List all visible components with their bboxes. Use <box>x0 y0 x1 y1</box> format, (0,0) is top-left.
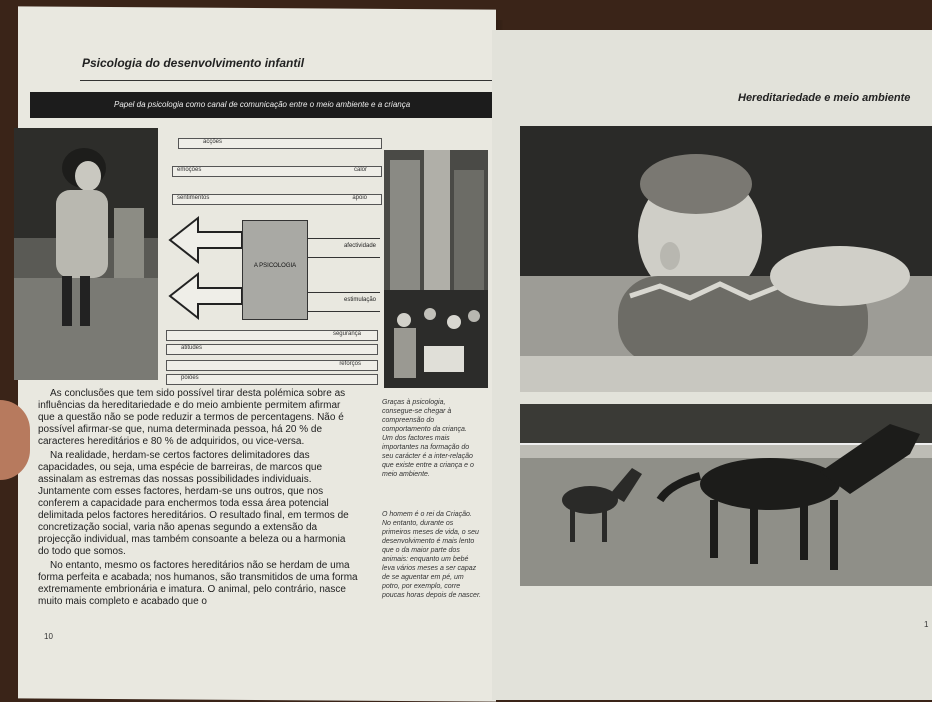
connector-affectivity: afectividade <box>308 238 380 258</box>
diagram-bar: poiões <box>166 374 378 385</box>
baby-photo <box>520 126 932 392</box>
psychology-box: A PSICOLOGIA <box>242 220 308 320</box>
diagram-title: Papel da psicologia como canal de comunicação entre o meio ambiente e a criança <box>114 100 411 109</box>
paragraph: No entanto, mesmo os factores hereditários não se herdam de uma forma perfeita e acabada; nos humanos, são transmitidos de uma forma extremamente embrionária e imatura. O animal, pelo contrário, nasce muito mais completo e acabado que o <box>38 560 358 607</box>
street-crowd-photo <box>384 150 488 388</box>
left-page-number: 10 <box>44 632 53 641</box>
left-running-head: Psicologia do desenvolvimento infantil <box>82 56 305 70</box>
diagram-bar: segurança <box>166 330 378 341</box>
diagram-bar: atitudes <box>166 344 378 355</box>
diagram-caption: Graças à psicologia, consegue-se chegar à compreensão do comportamento da criança. Um dos factores mais importantes na formação do seu carácter é a inter-relação que existe entre a criança e o meio ambiente. <box>382 399 474 478</box>
connector-stimulation: estimulação <box>308 292 380 312</box>
paragraph: As conclusões que tem sido possível tirar desta polémica sobre as influências da hereditariedade e do meio ambiente permitem afirmar que a questão não se pode reduzir a termos de percentagens. Não é possível afirmar-se que, numa determinada pessoa, há 20 % de caracteres hereditários e 80 % de adquiridos, ou vice-versa. <box>38 388 346 447</box>
header-rule <box>80 80 492 81</box>
right-page-number: 1 <box>924 620 929 629</box>
diagram-bar: reforços <box>166 360 378 371</box>
left-body-text <box>38 388 358 610</box>
diagram-bar: acções <box>178 138 382 149</box>
photo-caption: O homem é o rei da Criação. No entanto, durante os primeiros meses de vida, o seu desenvolvimento é mais lento que o da maior parte dos animais: enquanto um bebé leva vários meses a ser capaz de se aguentar em pé, um potro, por exemplo, corre poucas horas depois de nascer. <box>382 511 481 599</box>
diagram-bar: sentimentos apoio <box>172 194 382 205</box>
horse-foal-photo <box>520 404 932 586</box>
child-photo <box>14 128 158 380</box>
diagram-title-band <box>30 92 492 118</box>
paragraph: Na realidade, herdam-se certos factores delimitadores das capacidades, ou seja, uma espécie de barreiras, de marcos que assinalam as estremas das nossas possibilidades individuais. Juntamente com esses factores, herdam-se uns outros, que nos conferem a capacidade para enchermos toda essa área potencial delimitada pelos factores hereditários. O resultado final, em termos de concretização social, varia não apenas segundo a extensão da projecção individual, mas também consoante a beleza ou a harmonia do todo que somos. <box>38 450 349 557</box>
arrow-graphic <box>164 214 244 324</box>
right-running-head: Hereditariedade e meio ambiente <box>738 92 911 104</box>
diagram-bar: emoções calor <box>172 166 382 177</box>
